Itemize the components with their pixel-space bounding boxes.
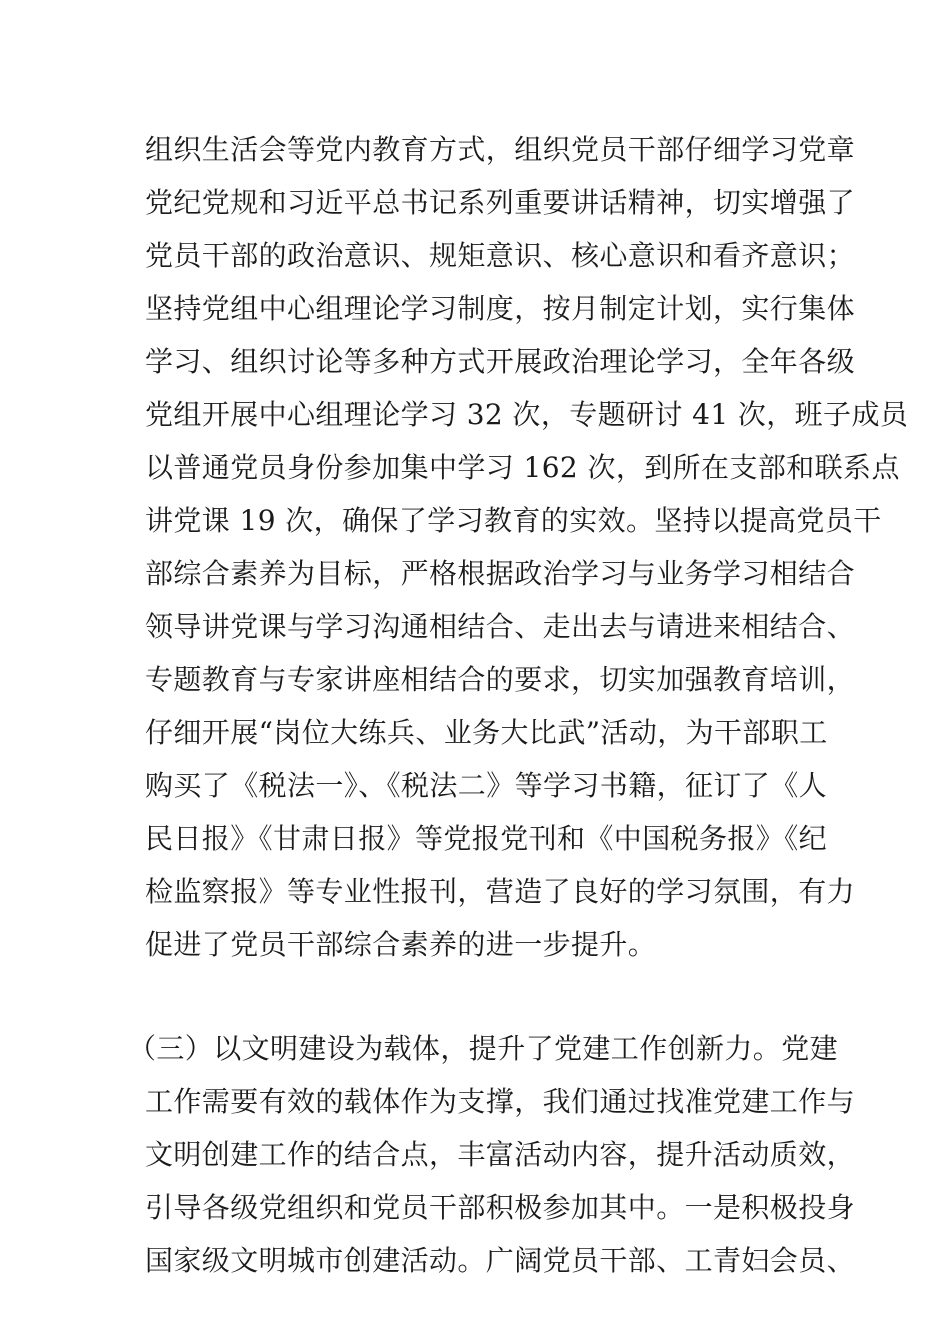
text-line: 仔细开展“岗位大练兵、业务大比武”活动，为干部职工 — [145, 716, 828, 749]
text-line: 工作需要有效的载体作为支撑，我们通过找准党建工作与 — [145, 1085, 856, 1118]
text-line: 专题教育与专家讲座相结合的要求，切实加强教育培训， — [145, 663, 856, 696]
text-line: 党组开展中心组理论学习 32 次，专题研讨 41 次，班子成员 — [145, 398, 909, 431]
text-line: 讲党课 19 次，确保了学习教育的实效。坚持以提高党员干 — [145, 504, 882, 537]
text-line: 部综合素养为目标，严格根据政治学习与业务学习相结合 — [145, 557, 856, 590]
text-line: 文明创建工作的结合点，丰富活动内容，提升活动质效， — [145, 1138, 856, 1171]
text-line: 民日报》《甘肃日报》等党报党刊和《中国税务报》《纪 — [145, 822, 828, 855]
text-line: 领导讲党课与学习沟通相结合、走出去与请进来相结合、 — [145, 610, 856, 643]
text-line: 以普通党员身份参加集中学习 162 次，到所在支部和联系点 — [145, 451, 900, 484]
text-line: 国家级文明城市创建活动。广阔党员干部、工青妇会员、 — [145, 1244, 856, 1277]
section-heading-line: （三）以文明建设为载体，提升了党建工作创新力。党建 — [128, 1032, 839, 1065]
text-line: 学习、组织讨论等多种方式开展政治理论学习，全年各级 — [145, 345, 856, 378]
text-line: 组织生活会等党内教育方式，组织党员干部仔细学习党章 — [145, 133, 856, 166]
text-line: 坚持党组中心组理论学习制度，按月制定计划，实行集体 — [145, 292, 856, 325]
text-line: 党员干部的政治意识、规矩意识、核心意识和看齐意识； — [145, 239, 856, 272]
text-line: 党纪党规和习近平总书记系列重要讲话精神，切实增强了 — [145, 186, 856, 219]
text-line: 检监察报》等专业性报刊，营造了良好的学习氛围，有力 — [145, 875, 856, 908]
text-line: 购买了《税法一》、《税法二》等学习书籍，征订了《人 — [145, 769, 828, 802]
text-line: 促进了党员干部综合素养的进一步提升。 — [145, 928, 657, 961]
text-line: 引导各级党组织和党员干部积极参加其中。一是积极投身 — [145, 1191, 856, 1224]
